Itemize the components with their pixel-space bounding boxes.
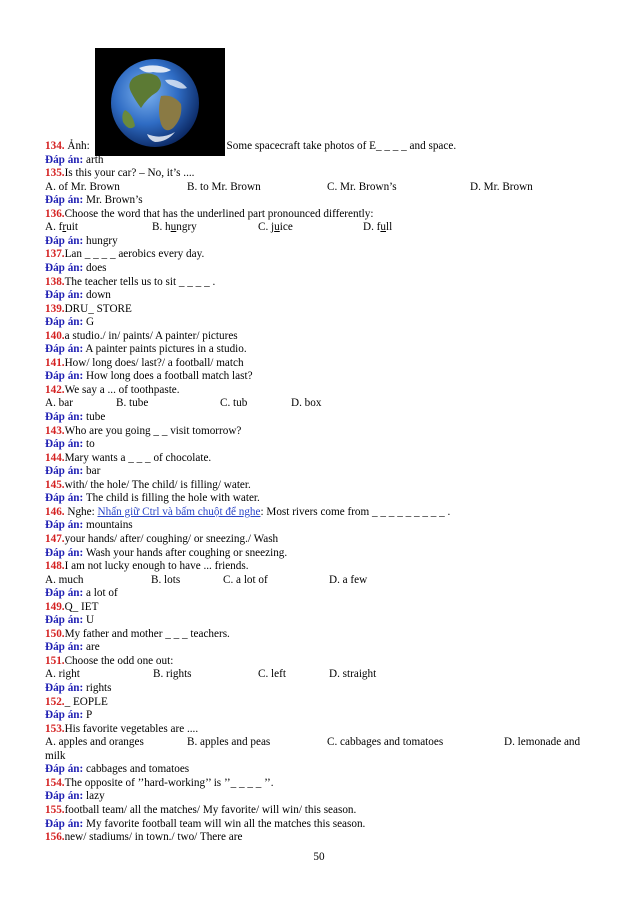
answer-label: Đáp án:: [45, 546, 84, 559]
question-number: 134.: [45, 140, 65, 152]
audio-link[interactable]: Nhấn giữ Ctrl và bấm chuột để nghe: [97, 505, 261, 518]
question-number: 146.: [45, 505, 65, 518]
question-number: 149.: [45, 600, 65, 613]
question-number: 137.: [45, 248, 65, 261]
question-text: How/ long does/ last?/ a football/ match: [64, 356, 244, 369]
answer-label: Đáp án:: [45, 763, 84, 776]
answer-option: B. hungry: [152, 221, 197, 234]
answer-option: D. straight: [329, 668, 377, 681]
answer-label: Đáp án:: [45, 289, 84, 302]
answer-text: tube: [83, 411, 106, 423]
answer-text: lazy: [83, 790, 105, 803]
answer-option: B. tube: [116, 397, 149, 410]
question-number: 150.: [45, 627, 65, 640]
underlined-letter: u: [274, 221, 280, 234]
answer-text: cabbages and tomatoes: [83, 763, 190, 776]
question-line: [45, 655, 173, 668]
underlined-letter: u: [380, 221, 386, 234]
question-text: Who are you going _ _ visit tomorrow?: [64, 424, 242, 437]
question-line: [45, 777, 274, 790]
answer-text: arth: [83, 153, 104, 166]
answer-line: [45, 262, 107, 275]
continuation-text: milk: [45, 749, 66, 762]
answer-label: Đáp án:: [45, 411, 84, 423]
question-number: 156.: [45, 831, 65, 844]
question-line: [45, 533, 278, 546]
question-line: [45, 831, 242, 844]
answer-option: C. Mr. Brown’s: [327, 180, 397, 193]
question-number: 138.: [45, 275, 65, 288]
question-number: 142.: [45, 383, 65, 396]
answer-option: A. right: [45, 668, 80, 681]
question-text: Q_ IET: [64, 600, 99, 613]
answer-option: B. to Mr. Brown: [187, 180, 261, 193]
answer-line: [45, 316, 94, 329]
answer-option: B. rights: [153, 668, 192, 681]
answer-text: rights: [83, 682, 112, 694]
question-text: a studio./ in/ paints/ A painter/ pictures: [64, 329, 238, 342]
answer-option: D. Mr. Brown: [470, 180, 533, 193]
answer-label: Đáp án:: [45, 370, 84, 383]
question-line: [45, 384, 180, 397]
question-number: 141.: [45, 356, 65, 369]
page-number: 50: [313, 851, 325, 863]
question-number: 135.: [45, 167, 65, 180]
answer-line: [45, 682, 112, 695]
answer-line: [45, 438, 95, 451]
question-text: We say a ... of toothpaste.: [64, 383, 180, 396]
answer-label: Đáp án:: [45, 316, 84, 329]
question-text: The opposite of ’’hard-working’’ is ’’_ _ _ _ ’’.: [64, 776, 274, 789]
answer-option: B. lots: [151, 573, 181, 586]
question-prefix: Ảnh:: [64, 140, 93, 152]
question-line: [45, 601, 98, 614]
answer-option: A. much: [45, 573, 84, 586]
answer-line: [45, 370, 253, 383]
answer-label: Đáp án:: [45, 438, 84, 451]
question-prefix: Nghe:: [64, 505, 98, 518]
answer-option: C. left: [258, 668, 286, 681]
answer-text: My favorite football team will win all the matches this season.: [83, 817, 366, 830]
answer-label: Đáp án:: [45, 709, 84, 722]
question-number: 147.: [45, 532, 65, 545]
answer-line: [45, 194, 143, 207]
answer-text: U: [83, 614, 95, 627]
question-text: My father and mother _ _ _ teachers.: [64, 627, 230, 640]
answer-label: Đáp án:: [45, 614, 84, 627]
answer-label: Đáp án:: [45, 492, 84, 505]
question-text: I am not lucky enough to have ... friends.: [64, 560, 249, 573]
question-text: _ EOPLE: [64, 695, 108, 708]
answer-line: [45, 519, 133, 532]
answer-text: are: [83, 641, 100, 654]
answer-line: [45, 818, 365, 831]
question-text: football team/ all the matches/ My favorite/ will win/ this season.: [64, 803, 357, 816]
answer-line: [45, 492, 260, 505]
answer-line: [45, 235, 118, 248]
question-line: [45, 276, 215, 289]
answer-label: Đáp án:: [45, 465, 84, 478]
question-line: [45, 330, 238, 343]
answer-option: C. tub: [220, 397, 248, 410]
question-line: [45, 425, 241, 438]
answer-option: A. bar: [45, 397, 73, 410]
answer-text: a lot of: [83, 587, 118, 600]
question-line: [45, 479, 251, 492]
question-line: [45, 248, 204, 261]
question-line: [45, 560, 249, 573]
question-text: Is this your car? – No, it’s ....: [64, 167, 195, 180]
question-line: [45, 723, 198, 736]
question-number: 153.: [45, 722, 65, 735]
underlined-letter: u: [170, 221, 177, 234]
question-text: Some spacecraft take photos of E_ _ _ _ and space.: [226, 140, 457, 152]
question-text: Mary wants a _ _ _ of chocolate.: [64, 451, 212, 464]
question-line: [45, 303, 132, 316]
answer-line: [45, 547, 287, 560]
answer-line: [45, 641, 100, 654]
answer-text: G: [83, 316, 95, 329]
answer-label: Đáp án:: [45, 790, 84, 803]
question-line: [45, 208, 374, 221]
answer-text: down: [83, 289, 111, 302]
question-number: 154.: [45, 776, 65, 789]
question-text: His favorite vegetables are ....: [64, 722, 199, 735]
question-line: [45, 167, 194, 180]
answer-label: Đáp án:: [45, 682, 84, 694]
question-number: 139.: [45, 302, 65, 315]
question-number: 152.: [45, 695, 65, 708]
question-number: 155.: [45, 803, 65, 816]
question-text: with/ the hole/ The child/ is filling/ water.: [64, 478, 251, 491]
listening-question-line: [45, 506, 450, 519]
answer-line: [45, 343, 247, 356]
answer-line: [45, 614, 94, 627]
answer-line: [45, 465, 100, 478]
question-text: your hands/ after/ coughing/ or sneezing./ Wash: [64, 532, 279, 545]
question-text: new/ stadiums/ in town./ two/ There are: [64, 831, 243, 844]
question-number: 148.: [45, 560, 65, 573]
question-text: : Most rivers come from _ _ _ _ _ _ _ _ _ .: [260, 505, 451, 518]
answer-line: [45, 763, 189, 776]
question-text: Choose the word that has the underlined part pronounced differently:: [64, 207, 374, 220]
answer-label: Đáp án:: [45, 234, 84, 247]
question-text: The teacher tells us to sit _ _ _ _ .: [64, 275, 216, 288]
continuation-line: [45, 750, 66, 763]
answer-option: D. box: [291, 397, 322, 410]
question-text: DRU_ STORE: [64, 302, 132, 315]
underlined-letter: r: [62, 221, 67, 234]
answer-line: [45, 790, 105, 803]
answer-text: The child is filling the hole with water.: [83, 492, 260, 505]
answer-label: Đáp án:: [45, 587, 84, 600]
question-number: 143.: [45, 424, 65, 437]
answer-option: D. a few: [329, 573, 368, 586]
answer-label: Đáp án:: [45, 153, 84, 166]
answer-text: P: [83, 709, 93, 722]
question-number: 136.: [45, 207, 65, 220]
answer-text: mountains: [83, 519, 133, 532]
answer-option: D. full: [363, 221, 393, 234]
answer-label: Đáp án:: [45, 817, 84, 830]
answer-text: How long does a football match last?: [83, 370, 253, 383]
question-number: 151.: [45, 654, 65, 667]
answer-line: [45, 411, 105, 424]
answer-label: Đáp án:: [45, 519, 84, 532]
answer-label: Đáp án:: [45, 194, 84, 207]
answer-label: Đáp án:: [45, 261, 84, 274]
answer-label: Đáp án:: [45, 343, 84, 356]
question-number: 144.: [45, 451, 65, 464]
question-line: [45, 140, 456, 153]
answer-line: [45, 587, 118, 600]
answer-option: D. lemonade and: [504, 736, 581, 749]
question-line: [45, 452, 211, 465]
answer-option: A. apples and oranges: [45, 736, 144, 749]
answer-option: C. juice: [258, 221, 293, 234]
question-number: 140.: [45, 329, 65, 342]
answer-text: hungry: [83, 234, 118, 247]
question-line: [45, 804, 356, 817]
answer-option: C. cabbages and tomatoes: [327, 736, 444, 749]
answer-line: [45, 709, 92, 722]
question-text: Lan _ _ _ _ aerobics every day.: [64, 248, 205, 261]
answer-option: A. of Mr. Brown: [45, 180, 120, 193]
question-text: Choose the odd one out:: [64, 654, 174, 667]
answer-option: B. apples and peas: [187, 736, 271, 749]
answer-line: [45, 154, 103, 167]
answer-line: [45, 289, 111, 302]
answer-text: Mr. Brown’s: [83, 194, 143, 207]
question-number: 145.: [45, 478, 65, 491]
answer-text: Wash your hands after coughing or sneezing.: [83, 546, 288, 559]
question-line: [45, 357, 244, 370]
question-line: [45, 696, 108, 709]
answer-text: A painter paints pictures in a studio.: [83, 343, 247, 356]
answer-option: A. fruit: [45, 221, 78, 234]
answer-text: to: [83, 438, 95, 451]
answer-text: does: [83, 261, 107, 274]
question-line: [45, 628, 230, 641]
answer-option: C. a lot of: [223, 573, 268, 586]
answer-label: Đáp án:: [45, 641, 84, 654]
answer-text: bar: [83, 465, 101, 478]
